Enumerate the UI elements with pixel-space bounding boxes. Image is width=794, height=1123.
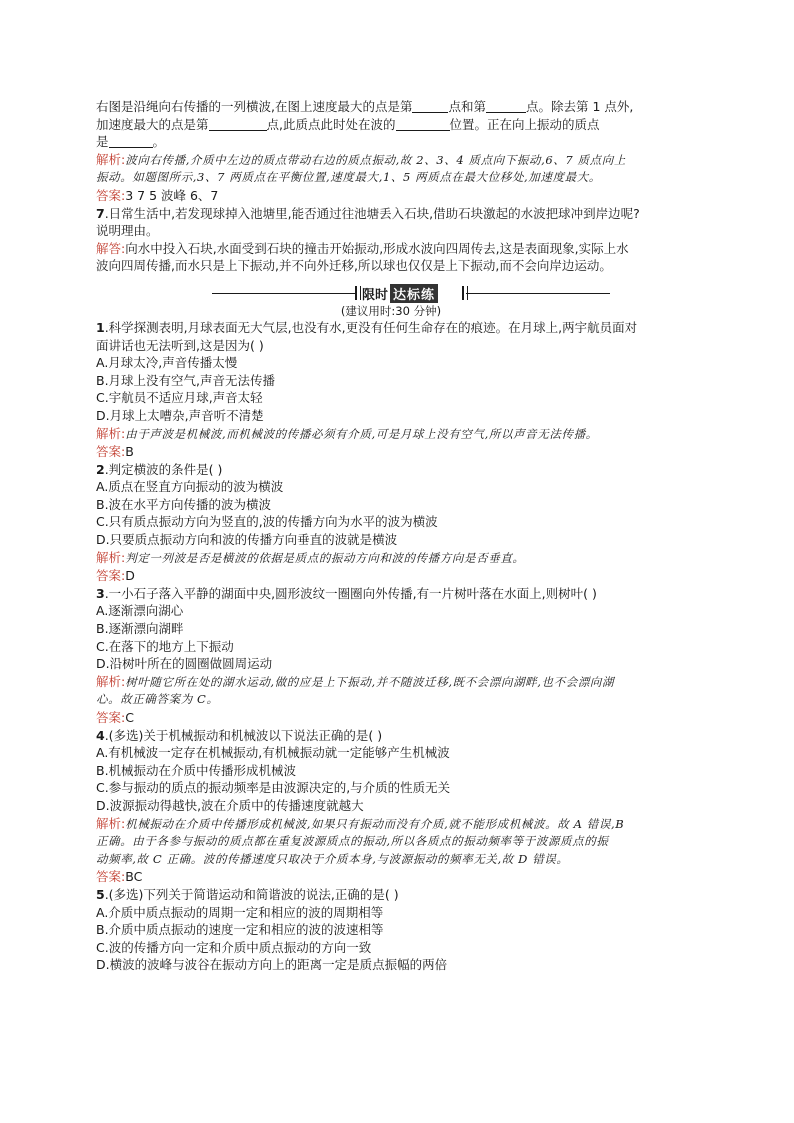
answer-label: 答案: (96, 568, 126, 584)
answer-line (96, 443, 696, 461)
section-header (96, 283, 696, 303)
question-block (96, 727, 696, 886)
question-number: 5 (96, 886, 105, 902)
suggested-time: (建议用时:30 分钟) (340, 303, 442, 318)
answer-option[interactable]: C.在落下的地方上下振动 (96, 638, 234, 654)
solution-text: 波向四周传播,而水只是上下振动,并不向外迁移,所以球也仅仅是上下振动,而不会向岸边运动。 (96, 258, 612, 274)
analysis-text: 树叶随它所在处的湖水运动,做的应是上下振动,并不随波迁移,既不会漂向湖畔,也不会漂向湖 (125, 674, 615, 689)
answer-blank[interactable] (209, 118, 267, 131)
answer-text: D (125, 568, 135, 584)
answer-option[interactable]: A.有机械波一定存在机械振动,有机械振动就一定能够产生机械波 (96, 745, 450, 761)
question-stem-line (96, 337, 696, 355)
answer-label: 答案: (96, 187, 126, 203)
analysis-label: 解析: (96, 425, 126, 441)
analysis-line (96, 673, 696, 692)
analysis-text: 正确。由于各参与振动的质点都在重复波源质点的振动,所以各质点的振动频率等于波源质点的振 (96, 834, 609, 849)
answer-text: 3 7 5 波峰 6、7 (125, 187, 219, 203)
answer-blank[interactable] (109, 135, 153, 148)
analysis-text: 振动。如题图所示,3、7 两质点在平衡位置,速度最大,1、5 两质点在最大位移处,加速度最大。 (96, 170, 601, 185)
answer-label: 答案: (96, 710, 126, 725)
q6-stem-line-3 (96, 133, 696, 151)
question-number: 3 (96, 585, 105, 601)
answer-option[interactable]: D.波源振动得越快,波在介质中的传播速度就越大 (96, 797, 364, 813)
q6-text: 右图是沿绳向右传播的一列横波,在图上速度最大的点是第 (96, 99, 413, 114)
answer-option[interactable]: C.宇航员不适应月球,声音太轻 (96, 390, 263, 406)
q6-text: 点。除去第 1 点外, (526, 99, 634, 114)
question-number: 2 (96, 461, 105, 477)
q7-answer-line-1 (96, 240, 696, 258)
question-text: .一小石子落入平静的湖面中央,圆形波纹一圈圈向外传播,有一片树叶落在水面上,则树叶( ) (104, 585, 597, 601)
answer-option[interactable]: D.横波的波峰与波谷在振动方向上的距离一定是质点振幅的两倍 (96, 957, 448, 973)
question-number: 1 (96, 319, 105, 335)
solution-text: 向水中投入石块,水面受到石块的撞击开始振动,形成水波向四周传去,这是表面现象,实际上水 (125, 240, 629, 256)
answer-blank[interactable] (486, 100, 526, 113)
answer-option[interactable]: D.沿树叶所在的圆圈做圆周运动 (96, 656, 273, 672)
answer-text: C (125, 710, 134, 725)
analysis-label: 解析: (96, 673, 126, 689)
question-number: 4 (96, 727, 105, 743)
question-text: 面讲话也无法听到,这是因为( ) (96, 337, 264, 353)
question-text: .(多选)关于机械振动和机械波以下说法正确的是( ) (104, 727, 383, 743)
answer-label: 答案: (96, 869, 126, 885)
answer-option[interactable]: A.逐渐漂向湖心 (96, 603, 184, 619)
q6-text: 是 (96, 134, 109, 150)
q6-stem-line-1 (96, 98, 696, 116)
question-text: .科学探测表明,月球表面无大气层,也没有水,更没有任何生命存在的痕迹。在月球上,两宇航员面对 (104, 319, 638, 335)
q6-stem-line-2 (96, 116, 696, 134)
analysis-label: 解析: (96, 151, 126, 167)
answer-option[interactable]: B.逐渐漂向湖畔 (96, 621, 184, 637)
q7-stem-line-1 (96, 205, 696, 223)
analysis-label: 解析: (96, 815, 126, 831)
question-block (96, 319, 696, 461)
question-stem-line (96, 585, 696, 603)
question-list (96, 319, 696, 974)
answer-label: 答案: (96, 444, 126, 460)
answer-option[interactable]: C.参与振动的质点的振动频率是由波源决定的,与介质的性质无关 (96, 780, 451, 796)
q6-answer (96, 187, 696, 205)
q6-text: 位置。正在向上振动的质点 (449, 116, 600, 132)
question-text: .(多选)下列关于简谐运动和简谐波的说法,正确的是( ) (104, 886, 399, 902)
analysis-text: 由于声波是机械波,而机械波的传播必须有介质,可是月球上没有空气,所以声音无法传播。 (125, 426, 598, 441)
answer-option[interactable]: C.只有质点振动方向为竖直的,波的传播方向为水平的波为横波 (96, 514, 438, 530)
answer-blank[interactable] (396, 118, 450, 131)
analysis-text: 动频率,故 C 正确。波的传播速度只取决于介质本身,与波源振动的频率无关,故 D 错误。 (96, 851, 569, 866)
analysis-line (96, 549, 696, 568)
answer-option[interactable]: A.月球太冷,声音传播太慢 (96, 355, 238, 371)
question-stem-line (96, 319, 696, 337)
solution-label: 解答: (96, 240, 126, 256)
q7-answer-line-2 (96, 257, 696, 275)
q6-analysis-line-1 (96, 151, 696, 170)
question-stem-line (96, 727, 696, 745)
analysis-text: 机械振动在介质中传播形成机械波,如果只有振动而没有介质,就不能形成机械波。故 A 错误,B (125, 816, 625, 831)
q6-analysis-line-2 (96, 169, 696, 187)
answer-option[interactable]: B.介质中质点振动的速度一定和相应的波的波速相等 (96, 922, 384, 938)
answer-option[interactable]: D.月球上太嘈杂,声音听不清楚 (96, 407, 264, 423)
question-text: .日常生活中,若发现球掉入池塘里,能否通过往池塘丢入石块,借助石块激起的水波把球冲到岸边呢? (104, 205, 640, 221)
q6-text: 点和第 (448, 99, 486, 114)
divider (466, 293, 610, 294)
answer-line (96, 567, 696, 585)
answer-option[interactable]: D.只要质点振动方向和波的传播方向垂直的波就是横波 (96, 532, 398, 548)
answer-line (96, 709, 696, 727)
answer-blank[interactable] (412, 100, 448, 113)
q6-text: 加速度最大的点是第 (96, 116, 209, 132)
question-text: 说明理由。 (96, 223, 159, 239)
answer-option[interactable]: B.机械振动在介质中传播形成机械波 (96, 762, 297, 778)
section-title-text: 限时 (362, 287, 389, 303)
question-text: .判定横波的条件是( ) (104, 461, 223, 477)
question-block (96, 585, 696, 727)
answer-option[interactable]: C.波的传播方向一定和介质中质点振动的方向一致 (96, 939, 372, 955)
divider (212, 293, 356, 294)
q7-stem-line-2 (96, 222, 696, 240)
analysis-line (96, 851, 696, 869)
analysis-line (96, 815, 696, 834)
answer-text: B (125, 444, 134, 460)
section-title-highlight: 达标练 (390, 284, 438, 303)
answer-line (96, 868, 696, 886)
question-stem-line (96, 886, 696, 904)
section-title (362, 284, 438, 303)
analysis-line (96, 425, 696, 444)
answer-option[interactable]: B.波在水平方向传播的波为横波 (96, 496, 272, 512)
question-number: 7 (96, 205, 105, 221)
analysis-line (96, 691, 696, 709)
question-block (96, 461, 696, 585)
analysis-text: 心。故正确答案为 C。 (96, 692, 219, 707)
question-block (96, 886, 696, 974)
answer-text: BC (125, 869, 143, 885)
q6-text: 。 (152, 134, 166, 150)
analysis-text: 波向右传播,介质中左边的质点带动右边的质点振动,故 2、3、4 质点向下振动,6、7 质点向上 (125, 152, 626, 167)
answer-option[interactable]: A.介质中质点振动的周期一定和相应的波的周期相等 (96, 904, 384, 920)
analysis-line (96, 833, 696, 851)
answer-option[interactable]: B.月球上没有空气,声音无法传播 (96, 372, 276, 388)
divider (355, 286, 361, 300)
q6-text: 点,此质点此时处在波的 (266, 116, 396, 132)
analysis-text: 判定一列波是否是横波的依据是质点的振动方向和波的传播方向是否垂直。 (125, 550, 525, 565)
question-stem-line (96, 461, 696, 479)
analysis-label: 解析: (96, 549, 126, 565)
answer-option[interactable]: A.质点在竖直方向振动的波为横波 (96, 479, 284, 495)
worksheet-page (96, 98, 696, 974)
